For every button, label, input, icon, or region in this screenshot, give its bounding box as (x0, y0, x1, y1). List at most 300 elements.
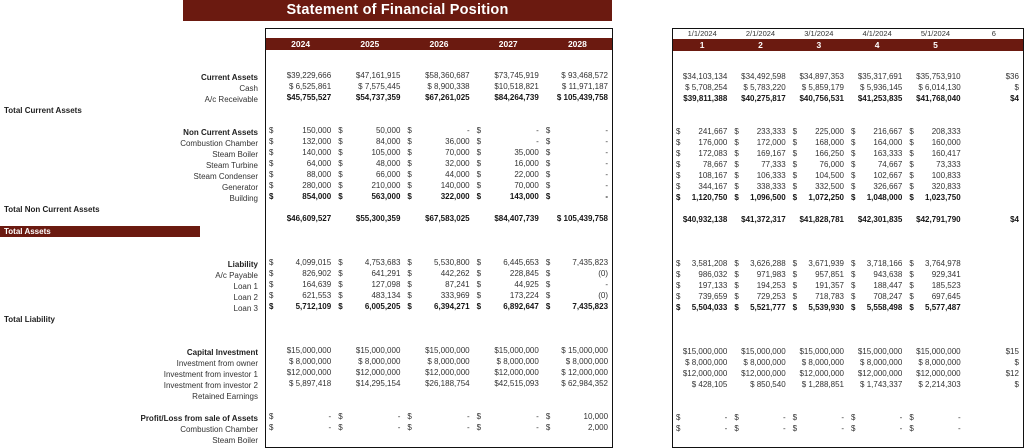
table-cell[interactable] (965, 159, 1023, 170)
table-cell[interactable] (965, 104, 1023, 115)
table-cell[interactable] (848, 126, 906, 137)
table-cell[interactable] (474, 257, 543, 268)
table-cell[interactable] (790, 82, 848, 93)
table-cell[interactable] (848, 214, 906, 225)
table-cell[interactable] (906, 82, 964, 93)
table-cell[interactable] (790, 137, 848, 148)
table-cell[interactable] (474, 136, 543, 147)
table-cell[interactable] (965, 379, 1023, 390)
table-cell[interactable] (731, 126, 789, 137)
table-cell[interactable] (543, 180, 612, 191)
table-cell[interactable] (906, 302, 964, 313)
table-cell[interactable] (543, 70, 612, 81)
table-cell[interactable] (848, 423, 906, 434)
table-cell[interactable] (673, 71, 731, 82)
table-cell[interactable] (474, 301, 543, 312)
table-cell[interactable] (673, 269, 731, 280)
table-cell[interactable] (790, 258, 848, 269)
table-cell[interactable] (848, 280, 906, 291)
column-header[interactable]: 3 (816, 40, 822, 50)
table-cell[interactable] (474, 334, 543, 345)
table-cell[interactable] (335, 367, 404, 378)
table-cell[interactable] (731, 93, 789, 104)
table-cell[interactable] (543, 125, 612, 136)
table-cell[interactable] (673, 313, 731, 324)
table-cell[interactable] (404, 114, 473, 125)
table-cell[interactable] (790, 192, 848, 203)
table-cell[interactable] (335, 114, 404, 125)
table-cell[interactable] (673, 82, 731, 93)
table-cell[interactable] (543, 92, 612, 103)
column-header[interactable]: 5 (933, 40, 938, 50)
table-cell[interactable] (965, 60, 1023, 71)
table-cell[interactable] (404, 125, 473, 136)
table-cell[interactable] (404, 180, 473, 191)
table-cell[interactable] (906, 203, 964, 214)
table-cell[interactable] (474, 202, 543, 213)
table-cell[interactable] (404, 356, 473, 367)
table-cell[interactable] (731, 269, 789, 280)
table-cell[interactable] (731, 159, 789, 170)
table-cell[interactable] (965, 148, 1023, 159)
table-cell[interactable] (543, 367, 612, 378)
table-cell[interactable] (790, 379, 848, 390)
table-cell[interactable] (906, 104, 964, 115)
table-cell[interactable] (404, 312, 473, 323)
table-cell[interactable] (848, 148, 906, 159)
table-cell[interactable] (266, 158, 335, 169)
table-cell[interactable] (673, 148, 731, 159)
column-header[interactable]: 5/1/2024 (920, 29, 951, 38)
table-cell[interactable] (906, 137, 964, 148)
table-cell[interactable] (474, 378, 543, 389)
table-cell[interactable] (335, 169, 404, 180)
table-cell[interactable] (474, 169, 543, 180)
table-cell[interactable] (404, 70, 473, 81)
table-cell[interactable] (906, 192, 964, 203)
table-cell[interactable] (404, 202, 473, 213)
table-cell[interactable] (266, 103, 335, 114)
table-cell[interactable] (335, 92, 404, 103)
table-cell[interactable] (474, 290, 543, 301)
table-cell[interactable] (673, 60, 731, 71)
table-cell[interactable] (848, 357, 906, 368)
table-cell[interactable] (965, 357, 1023, 368)
table-cell[interactable] (790, 368, 848, 379)
table-cell[interactable] (673, 115, 731, 126)
table-cell[interactable] (906, 280, 964, 291)
table-cell[interactable] (906, 313, 964, 324)
table-cell[interactable] (673, 401, 731, 412)
table-cell[interactable] (848, 379, 906, 390)
table-cell[interactable] (731, 390, 789, 401)
table-cell[interactable] (790, 225, 848, 236)
table-cell[interactable] (543, 268, 612, 279)
table-cell[interactable] (906, 269, 964, 280)
table-cell[interactable] (673, 170, 731, 181)
table-cell[interactable] (266, 290, 335, 301)
table-cell[interactable] (848, 324, 906, 335)
table-cell[interactable] (673, 93, 731, 104)
table-cell[interactable] (474, 411, 543, 422)
table-cell[interactable] (673, 379, 731, 390)
table-cell[interactable] (543, 169, 612, 180)
table-cell[interactable] (673, 412, 731, 423)
table-cell[interactable] (848, 302, 906, 313)
table-cell[interactable] (404, 345, 473, 356)
table-cell[interactable] (266, 147, 335, 158)
table-cell[interactable] (965, 137, 1023, 148)
table-cell[interactable] (673, 280, 731, 291)
table-cell[interactable] (335, 136, 404, 147)
table-cell[interactable] (404, 81, 473, 92)
table-cell[interactable] (906, 247, 964, 258)
table-cell[interactable] (965, 423, 1023, 434)
table-cell[interactable] (335, 290, 404, 301)
table-cell[interactable] (404, 191, 473, 202)
table-cell[interactable] (474, 312, 543, 323)
table-cell[interactable] (965, 291, 1023, 302)
table-cell[interactable] (790, 302, 848, 313)
table-cell[interactable] (474, 70, 543, 81)
table-cell[interactable] (790, 324, 848, 335)
table-cell[interactable] (906, 357, 964, 368)
table-cell[interactable] (474, 180, 543, 191)
table-cell[interactable] (731, 379, 789, 390)
table-cell[interactable] (731, 247, 789, 258)
table-cell[interactable] (906, 236, 964, 247)
table-cell[interactable] (790, 412, 848, 423)
table-cell[interactable] (335, 323, 404, 334)
table-cell[interactable] (848, 313, 906, 324)
table-cell[interactable] (965, 368, 1023, 379)
table-cell[interactable] (335, 191, 404, 202)
table-cell[interactable] (543, 103, 612, 114)
table-cell[interactable] (673, 225, 731, 236)
table-cell[interactable] (266, 191, 335, 202)
table-cell[interactable] (543, 345, 612, 356)
table-cell[interactable] (335, 213, 404, 224)
table-cell[interactable] (790, 269, 848, 280)
table-cell[interactable] (266, 114, 335, 125)
table-cell[interactable] (906, 368, 964, 379)
table-cell[interactable] (335, 235, 404, 246)
table-cell[interactable] (906, 214, 964, 225)
table-cell[interactable] (673, 335, 731, 346)
table-cell[interactable] (543, 323, 612, 334)
table-cell[interactable] (266, 180, 335, 191)
table-cell[interactable] (673, 159, 731, 170)
annual-table-header-row[interactable] (266, 38, 612, 50)
table-cell[interactable] (906, 401, 964, 412)
table-cell[interactable] (848, 401, 906, 412)
table-cell[interactable] (474, 125, 543, 136)
table-cell[interactable] (335, 257, 404, 268)
table-cell[interactable] (335, 224, 404, 235)
table-cell[interactable] (543, 59, 612, 70)
table-cell[interactable] (790, 401, 848, 412)
table-cell[interactable] (335, 345, 404, 356)
table-cell[interactable] (673, 368, 731, 379)
table-cell[interactable] (731, 346, 789, 357)
table-cell[interactable] (848, 60, 906, 71)
table-cell[interactable] (474, 92, 543, 103)
table-cell[interactable] (965, 401, 1023, 412)
table-cell[interactable] (543, 400, 612, 411)
table-cell[interactable] (266, 213, 335, 224)
table-cell[interactable] (673, 324, 731, 335)
table-cell[interactable] (266, 422, 335, 433)
column-header[interactable]: 1/1/2024 (687, 29, 717, 38)
table-cell[interactable] (474, 323, 543, 334)
table-cell[interactable] (848, 225, 906, 236)
table-cell[interactable] (906, 126, 964, 137)
table-cell[interactable] (965, 269, 1023, 280)
table-cell[interactable] (790, 126, 848, 137)
table-cell[interactable] (848, 247, 906, 258)
table-cell[interactable] (543, 81, 612, 92)
table-cell[interactable] (335, 312, 404, 323)
table-cell[interactable] (404, 158, 473, 169)
table-cell[interactable] (474, 367, 543, 378)
table-cell[interactable] (266, 59, 335, 70)
table-cell[interactable] (731, 104, 789, 115)
table-cell[interactable] (543, 191, 612, 202)
table-cell[interactable] (266, 235, 335, 246)
table-cell[interactable] (404, 92, 473, 103)
table-cell[interactable] (673, 126, 731, 137)
table-cell[interactable] (965, 390, 1023, 401)
table-cell[interactable] (335, 422, 404, 433)
table-cell[interactable] (266, 411, 335, 422)
table-cell[interactable] (790, 247, 848, 258)
table-cell[interactable] (906, 412, 964, 423)
table-cell[interactable] (965, 93, 1023, 104)
table-cell[interactable] (474, 345, 543, 356)
table-cell[interactable] (266, 246, 335, 257)
table-cell[interactable] (906, 335, 964, 346)
column-header[interactable]: 1 (699, 40, 705, 50)
table-cell[interactable] (543, 257, 612, 268)
table-cell[interactable] (266, 136, 335, 147)
table-cell[interactable] (266, 301, 335, 312)
table-cell[interactable] (266, 257, 335, 268)
table-cell[interactable] (790, 236, 848, 247)
table-cell[interactable] (543, 147, 612, 158)
table-cell[interactable] (404, 268, 473, 279)
table-cell[interactable] (404, 323, 473, 334)
table-cell[interactable] (673, 258, 731, 269)
table-cell[interactable] (731, 368, 789, 379)
table-cell[interactable] (965, 313, 1023, 324)
table-cell[interactable] (790, 335, 848, 346)
table-cell[interactable] (965, 280, 1023, 291)
table-cell[interactable] (848, 236, 906, 247)
table-cell[interactable] (848, 390, 906, 401)
table-cell[interactable] (906, 170, 964, 181)
table-cell[interactable] (543, 136, 612, 147)
table-cell[interactable] (965, 346, 1023, 357)
table-cell[interactable] (848, 82, 906, 93)
table-cell[interactable] (543, 224, 612, 235)
table-cell[interactable] (906, 60, 964, 71)
table-cell[interactable] (543, 389, 612, 400)
table-cell[interactable] (790, 60, 848, 71)
table-cell[interactable] (965, 71, 1023, 82)
table-cell[interactable] (404, 301, 473, 312)
table-cell[interactable] (543, 334, 612, 345)
table-cell[interactable] (404, 411, 473, 422)
table-cell[interactable] (266, 356, 335, 367)
column-header[interactable]: 2 (758, 40, 763, 50)
table-cell[interactable] (848, 93, 906, 104)
table-cell[interactable] (848, 181, 906, 192)
table-cell[interactable] (790, 214, 848, 225)
table-cell[interactable] (543, 378, 612, 389)
table-cell[interactable] (906, 225, 964, 236)
table-cell[interactable] (474, 356, 543, 367)
table-cell[interactable] (474, 213, 543, 224)
table-cell[interactable] (790, 181, 848, 192)
column-header[interactable]: 3/1/2024 (804, 29, 834, 38)
table-cell[interactable] (731, 291, 789, 302)
table-cell[interactable] (404, 400, 473, 411)
table-cell[interactable] (404, 213, 473, 224)
table-cell[interactable] (474, 59, 543, 70)
table-cell[interactable] (474, 147, 543, 158)
table-cell[interactable] (266, 125, 335, 136)
table-cell[interactable] (266, 389, 335, 400)
table-cell[interactable] (965, 258, 1023, 269)
table-cell[interactable] (404, 59, 473, 70)
table-cell[interactable] (543, 213, 612, 224)
table-cell[interactable] (731, 280, 789, 291)
table-cell[interactable] (543, 411, 612, 422)
table-cell[interactable] (404, 290, 473, 301)
table-cell[interactable] (543, 202, 612, 213)
table-cell[interactable] (848, 137, 906, 148)
table-cell[interactable] (543, 301, 612, 312)
table-cell[interactable] (731, 357, 789, 368)
column-header[interactable]: 2027 (498, 39, 518, 49)
table-cell[interactable] (335, 356, 404, 367)
table-cell[interactable] (731, 258, 789, 269)
table-cell[interactable] (731, 313, 789, 324)
table-cell[interactable] (673, 203, 731, 214)
table-cell[interactable] (790, 423, 848, 434)
table-cell[interactable] (906, 93, 964, 104)
annual-table[interactable] (265, 28, 613, 448)
table-cell[interactable] (731, 412, 789, 423)
table-cell[interactable] (965, 247, 1023, 258)
table-cell[interactable] (673, 137, 731, 148)
table-cell[interactable] (335, 378, 404, 389)
table-cell[interactable] (673, 192, 731, 203)
table-cell[interactable] (673, 181, 731, 192)
table-cell[interactable] (404, 389, 473, 400)
table-cell[interactable] (848, 192, 906, 203)
table-cell[interactable] (731, 335, 789, 346)
table-cell[interactable] (474, 389, 543, 400)
table-cell[interactable] (731, 214, 789, 225)
table-cell[interactable] (335, 81, 404, 92)
table-cell[interactable] (731, 170, 789, 181)
table-cell[interactable] (731, 423, 789, 434)
table-cell[interactable] (335, 180, 404, 191)
table-cell[interactable] (965, 192, 1023, 203)
table-cell[interactable] (965, 203, 1023, 214)
table-cell[interactable] (474, 81, 543, 92)
table-cell[interactable] (543, 158, 612, 169)
table-cell[interactable] (965, 126, 1023, 137)
table-cell[interactable] (335, 411, 404, 422)
table-cell[interactable] (906, 324, 964, 335)
table-cell[interactable] (474, 422, 543, 433)
table-cell[interactable] (543, 290, 612, 301)
table-cell[interactable] (848, 71, 906, 82)
table-cell[interactable] (848, 115, 906, 126)
table-cell[interactable] (731, 225, 789, 236)
table-cell[interactable] (790, 346, 848, 357)
table-cell[interactable] (673, 214, 731, 225)
table-cell[interactable] (906, 379, 964, 390)
column-header[interactable]: 2024 (291, 39, 311, 49)
table-cell[interactable] (335, 103, 404, 114)
table-cell[interactable] (474, 158, 543, 169)
table-cell[interactable] (906, 115, 964, 126)
table-cell[interactable] (543, 279, 612, 290)
table-cell[interactable] (848, 203, 906, 214)
table-cell[interactable] (474, 114, 543, 125)
table-cell[interactable] (906, 390, 964, 401)
table-cell[interactable] (474, 400, 543, 411)
column-header[interactable]: 2025 (360, 39, 380, 49)
table-cell[interactable] (404, 422, 473, 433)
table-cell[interactable] (404, 224, 473, 235)
table-cell[interactable] (790, 104, 848, 115)
table-cell[interactable] (474, 103, 543, 114)
table-cell[interactable] (335, 70, 404, 81)
table-cell[interactable] (266, 334, 335, 345)
table-cell[interactable] (731, 192, 789, 203)
table-cell[interactable] (965, 115, 1023, 126)
table-cell[interactable] (266, 92, 335, 103)
table-cell[interactable] (335, 246, 404, 257)
table-cell[interactable] (266, 202, 335, 213)
table-cell[interactable] (906, 423, 964, 434)
table-cell[interactable] (790, 148, 848, 159)
table-cell[interactable] (731, 302, 789, 313)
table-cell[interactable] (848, 291, 906, 302)
table-cell[interactable] (673, 291, 731, 302)
table-cell[interactable] (335, 400, 404, 411)
table-cell[interactable] (673, 104, 731, 115)
table-cell[interactable] (404, 136, 473, 147)
table-cell[interactable] (906, 346, 964, 357)
table-cell[interactable] (266, 81, 335, 92)
table-cell[interactable] (543, 235, 612, 246)
table-cell[interactable] (965, 335, 1023, 346)
table-cell[interactable] (731, 82, 789, 93)
table-cell[interactable] (404, 378, 473, 389)
table-cell[interactable] (731, 181, 789, 192)
table-cell[interactable] (790, 313, 848, 324)
table-cell[interactable] (266, 224, 335, 235)
table-cell[interactable] (543, 312, 612, 323)
table-cell[interactable] (965, 170, 1023, 181)
table-cell[interactable] (335, 147, 404, 158)
table-cell[interactable] (543, 114, 612, 125)
